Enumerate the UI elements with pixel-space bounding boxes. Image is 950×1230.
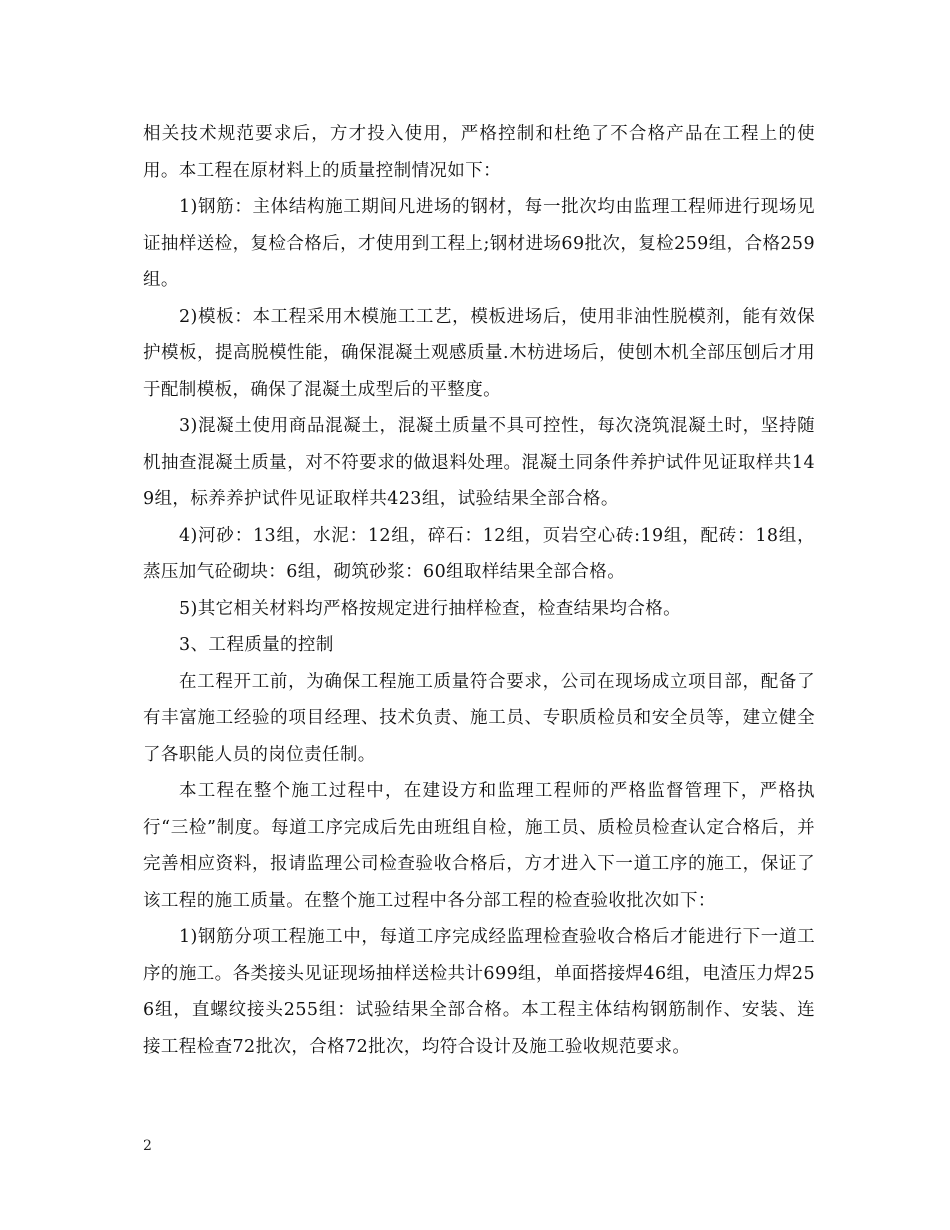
paragraph-rebar: 1)钢筋：主体结构施工期间凡进场的钢材，每一批次均由监理工程师进行现场见证抽样送检，复检合格后，才使用到工程上;钢材进场69批次，复检259组，合格259组。 bbox=[143, 197, 815, 290]
paragraph-three-inspections: 本工程在整个施工过程中，在建设方和监理工程师的严格监督管理下，严格执行“三检”制度。每道工序完成后先由班组自检，施工员、质检员检查认定合格后，并完善相应资料，报请监理公司检查验收合格后，方才进入下一道工序的施工，保证了该工程的施工质量。在整个施工过程中各分部工程的检查验收批次如下： bbox=[143, 781, 815, 911]
paragraph-concrete: 3)混凝土使用商品混凝土，混凝土质量不具可控性，每次浇筑混凝土时，坚持随机抽查混凝土质量，对不符要求的做退料处理。混凝土同条件养护试件见证取样共149组，标养养护试件见证取样共423组，试验结果全部合格。 bbox=[143, 416, 815, 509]
paragraph-project-department: 在工程开工前，为确保工程施工质量符合要求，公司在现场成立项目部，配备了有丰富施工经验的项目经理、技术负责、施工员、专职质检员和安全员等，建立健全了各职能人员的岗位责任制。 bbox=[143, 671, 815, 765]
paragraph-1: 相关技术规范要求后，方才投入使用，严格控制和杜绝了不合格产品在工程上的使用。本工程在原材料上的质量控制情况如下： bbox=[143, 124, 815, 181]
document-body bbox=[143, 116, 815, 1065]
paragraph-rebar-subitem: 1)钢筋分项工程施工中，每道工序完成经监理检查验收合格后才能进行下一道工序的施工。各类接头见证现场抽样送检共计699组，单面搭接焊46组，电渣压力焊256组，直螺纹接头255组：试验结果全部合格。本工程主体结构钢筋制作、安装、连接工程检查72批次，合格72批次，均符合设计及施工验收规范要求。 bbox=[143, 927, 815, 1057]
paragraph-other-materials: 5)其它相关材料均严格按规定进行抽样检查，检查结果均合格。 bbox=[179, 598, 682, 619]
section-heading-quality-control: 3、工程质量的控制 bbox=[179, 635, 334, 655]
paragraph-aggregates: 4)河砂：13组，水泥：12组，碎石：12组，页岩空心砖:19组，配砖：18组，蒸压加气砼砌块：6组，砌筑砂浆：60组取样结果全部合格。 bbox=[143, 525, 815, 582]
paragraph-formwork: 2)模板：本工程采用木模施工工艺，模板进场后，使用非油性脱模剂，能有效保护模板，提高脱模性能，确保混凝土观感质量.木枋进场后，使刨木机全部压刨后才用于配制模板，确保了混凝土成型后的平整度。 bbox=[143, 306, 815, 400]
page-number: 2 bbox=[143, 1138, 152, 1154]
